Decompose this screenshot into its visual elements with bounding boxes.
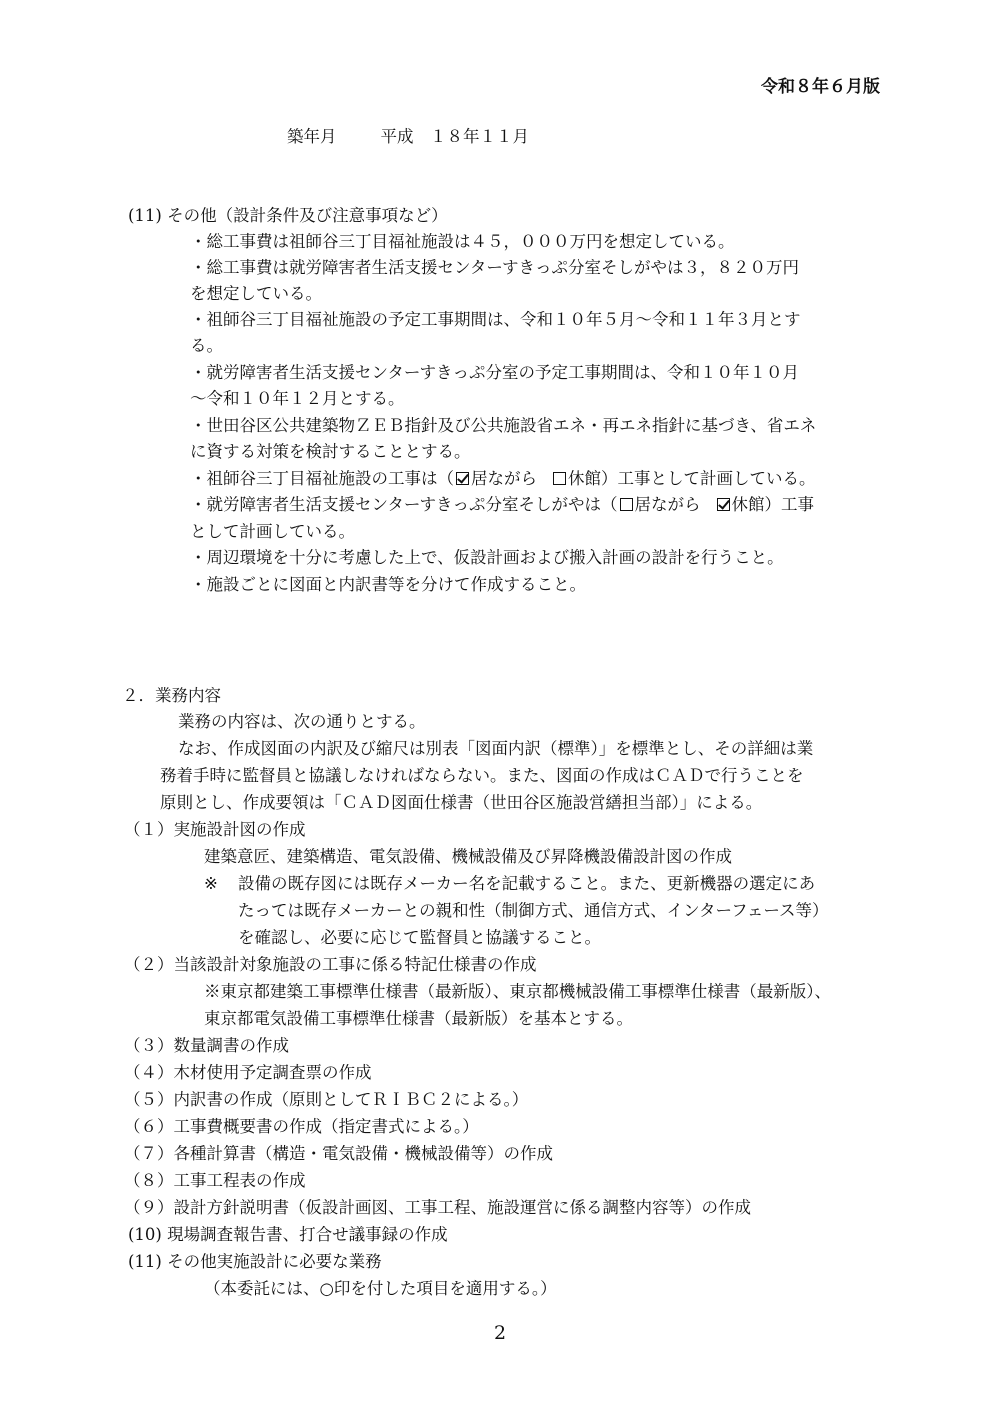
list-item: （８）工事工程表の作成 bbox=[124, 1171, 306, 1190]
list-item: （３）数量調書の作成 bbox=[124, 1036, 289, 1055]
section-11-line: ～令和１０年１２月とする。 bbox=[190, 389, 405, 408]
item-2: （２）当該設計対象施設の工事に係る特記仕様書の作成 bbox=[124, 955, 537, 974]
section-11-line: ・総工事費は祖師谷三丁目福祉施設は４５，０００万円を想定している。 bbox=[190, 232, 735, 251]
list-item: （６）工事費概要書の作成（指定書式による。） bbox=[124, 1117, 479, 1136]
checkbox-unchecked[interactable] bbox=[553, 472, 566, 485]
item-2-note: ※東京都建築工事標準仕様書（最新版）、東京都機械設備工事標準仕様書（最新版）、 bbox=[204, 982, 831, 1001]
build-date-value: 平成 １８年１１月 bbox=[380, 127, 529, 146]
section-2-intro: 原則とし、作成要領は「ＣＡＤ図面仕様書（世田谷区施設営繕担当部）」による。 bbox=[160, 793, 763, 812]
item-2-note: 東京都電気設備工事標準仕様書（最新版）を基本とする。 bbox=[204, 1009, 633, 1028]
section-11-line: ・就労障害者生活支援センターすきっぷ分室の予定工事期間は、令和１０年１０月 bbox=[190, 363, 800, 382]
closing-note bbox=[204, 1276, 557, 1302]
section-11-line: として計画している。 bbox=[190, 522, 355, 541]
section-11-line: ・施設ごとに図面と内訳書等を分けて作成すること。 bbox=[190, 575, 586, 594]
checkbox-unchecked[interactable] bbox=[620, 498, 633, 511]
build-date-label: 築年月 bbox=[287, 127, 337, 146]
section-11-line: ・総工事費は就労障害者生活支援センターすきっぷ分室そしがやは３，８２０万円 bbox=[190, 258, 800, 277]
section-11-line: を想定している。 bbox=[190, 284, 322, 303]
item-1-note: を確認し、必要に応じて監督員と協議すること。 bbox=[238, 928, 601, 947]
work-mode-line-2 bbox=[190, 492, 814, 518]
section-2-heading: ２．業務内容 bbox=[122, 686, 221, 705]
option-label: 居ながら bbox=[471, 469, 537, 488]
item-1-note: 設備の既存図には既存メーカー名を記載すること。また、更新機器の選定にあ bbox=[238, 874, 816, 893]
list-item: (11) その他実施設計に必要な業務 bbox=[128, 1252, 382, 1271]
option-label: 休館 bbox=[568, 469, 601, 488]
item-1-note-mark: ※ bbox=[204, 874, 218, 893]
section-11-line: に資する対策を検討することとする。 bbox=[190, 442, 471, 461]
checkbox-checked[interactable] bbox=[456, 472, 469, 485]
work-mode-line-1 bbox=[190, 466, 816, 492]
work-mode-suffix: ）工事 bbox=[764, 495, 815, 514]
item-1-desc: 建築意匠、建築構造、電気設備、機械設備及び昇降機設備設計図の作成 bbox=[204, 847, 732, 866]
list-item: (10) 現場調査報告書、打合せ議事録の作成 bbox=[128, 1225, 448, 1244]
section-11-line: る。 bbox=[190, 336, 223, 355]
work-mode-suffix: ）工事として計画している。 bbox=[601, 469, 816, 488]
item-1: （１）実施設計図の作成 bbox=[124, 820, 306, 839]
list-item: （７）各種計算書（構造・電気設備・機械設備等）の作成 bbox=[124, 1144, 553, 1163]
list-item: （９）設計方針説明書（仮設計画図、工事工程、施設運営に係る調整内容等）の作成 bbox=[124, 1198, 751, 1217]
item-1-note: たっては既存メーカーとの親和性（制御方式、通信方式、インターフェース等） bbox=[238, 901, 829, 920]
list-item: （５）内訳書の作成（原則としてＲＩＢＣ２による。） bbox=[124, 1090, 529, 1109]
section-11-heading: (11) その他（設計条件及び注意事項など） bbox=[128, 206, 448, 225]
closing-prefix: （本委託には、 bbox=[204, 1279, 320, 1298]
edition-label: 令和８年６月版 bbox=[761, 77, 880, 97]
section-11-line: ・周辺環境を十分に考慮した上で、仮設計画および搬入計画の設計を行うこと。 bbox=[190, 548, 784, 567]
list-item: （４）木材使用予定調査票の作成 bbox=[124, 1063, 372, 1082]
page-number: 2 bbox=[493, 1322, 507, 1344]
section-2-intro: 業務の内容は、次の通りとする。 bbox=[178, 712, 426, 731]
checkbox-checked[interactable] bbox=[717, 498, 730, 511]
circle-mark: ○ bbox=[319, 1279, 334, 1298]
section-2-intro: 務着手時に監督員と協議しなければならない。また、図面の作成はＣＡＤで行うことを bbox=[160, 766, 804, 785]
closing-suffix: 印を付した項目を適用する。） bbox=[333, 1279, 557, 1298]
section-11-line: ・世田谷区公共建築物ＺＥＢ指針及び公共施設省エネ・再エネ指針に基づき、省エネ bbox=[190, 416, 817, 435]
work-mode-prefix: ・就労障害者生活支援センターすきっぷ分室そしがやは（ bbox=[190, 495, 618, 514]
option-label: 居ながら bbox=[634, 495, 701, 514]
work-mode-prefix: ・祖師谷三丁目福祉施設の工事は（ bbox=[190, 469, 454, 488]
build-date-row bbox=[287, 124, 529, 150]
option-label: 休館 bbox=[731, 495, 765, 514]
section-2-intro: なお、作成図面の内訳及び縮尺は別表「図面内訳（標準）」を標準とし、その詳細は業 bbox=[178, 739, 814, 758]
section-11-line: ・祖師谷三丁目福祉施設の予定工事期間は、令和１０年５月～令和１１年３月とす bbox=[190, 310, 801, 329]
